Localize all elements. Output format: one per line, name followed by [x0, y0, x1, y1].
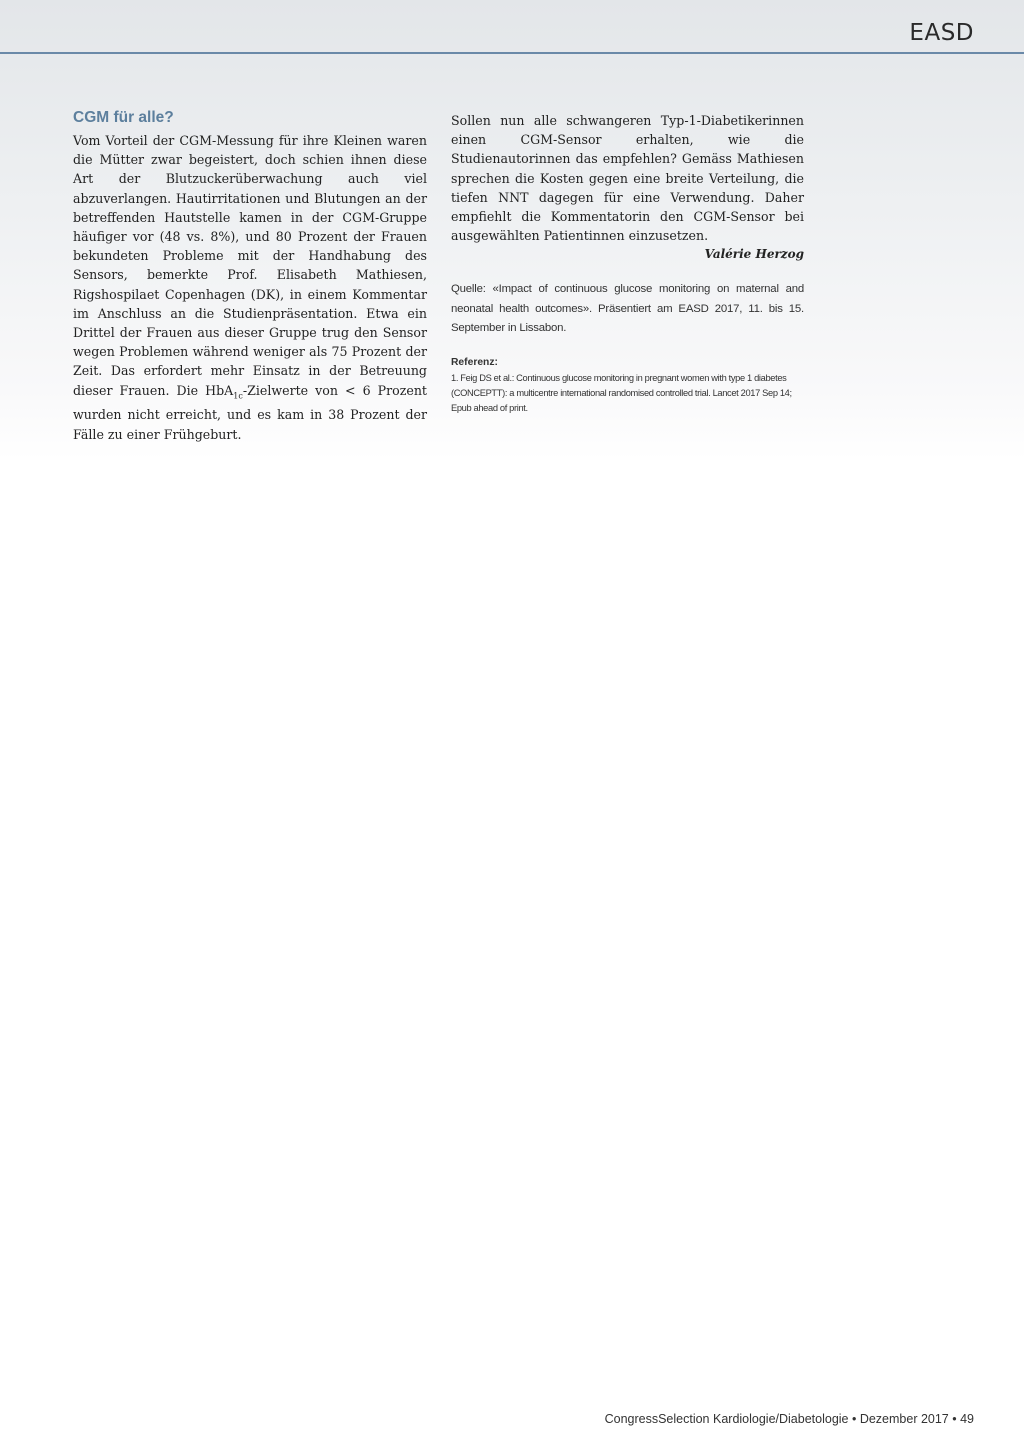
section-label: EASD	[909, 20, 974, 46]
paragraph-text-end: -Zielwerte von < 6 Prozent wurden nicht erreicht, und es kam in 38 Prozent der Fälle zu einer Frühgeburt.	[73, 382, 427, 442]
reference-item: 1. Feig DS et al.: Continuous glucose monitoring in pregnant women with type 1 diabetes (CONCEPTT): a multicentre international randomised controlled trial. Lancet 2017 Sep 14; Epub ahead of print.	[451, 372, 792, 413]
section-heading: CGM für alle?	[73, 109, 174, 126]
author-name: Valérie Herzog	[704, 247, 804, 262]
source-text: «Impact of continuous glucose monitoring on maternal and neonatal health outcomes». Präsentiert am EASD 2017, 11. bis 15. September in Lissabon.	[451, 283, 804, 335]
header-rule	[0, 52, 1024, 54]
body-paragraph-right: Sollen nun alle schwangeren Typ-1-Diabetikerinnen einen CGM-Sensor erhalten, wie die Studienautorinnen das empfehlen? Gemäss Mathiesen sprechen die Kosten gegen eine breite Verteilung, die tiefen NNT dagegen für eine Verwendung. Daher empfiehlt die Kommentatorin den CGM-Sensor bei ausgewählten Patientinnen einzusetzen.	[451, 113, 804, 244]
left-column	[73, 108, 427, 444]
page-footer: CongressSelection Kardiologie/Diabetologie • Dezember 2017 • 49	[604, 1412, 974, 1426]
reference-heading: Referenz:	[451, 356, 498, 368]
hba-subscript: 1c	[233, 391, 243, 401]
body-paragraph	[73, 131, 427, 444]
source-note	[451, 280, 804, 339]
paragraph-text: Vom Vorteil der CGM-Messung für ihre Kleinen waren die Mütter zwar begeistert, doch schien ihnen diese Art der Blutzuckerüberwachung auch viel abzuverlangen. Hautirritationen und Blutungen an der betreffenden Hautstelle kamen in der CGM-Gruppe häufiger vor (48 vs. 8%), und 80 Prozent der Frauen bekundeten Probleme mit der Handhabung des Sensors, bemerkte Prof. Elisabeth Mathiesen, Rigshospilaet Copenhagen (DK), in einem Kommentar im Anschluss an die Studienpräsentation. Etwa ein Drittel der Frauen aus dieser Gruppe trug den Sensor wegen Problemen während weniger als 75 Prozent der Zeit. Das erfordert mehr Einsatz in der Betreuung dieser Frauen. Die HbA	[73, 133, 427, 398]
source-label: Quelle:	[451, 283, 486, 296]
right-column	[451, 111, 804, 416]
